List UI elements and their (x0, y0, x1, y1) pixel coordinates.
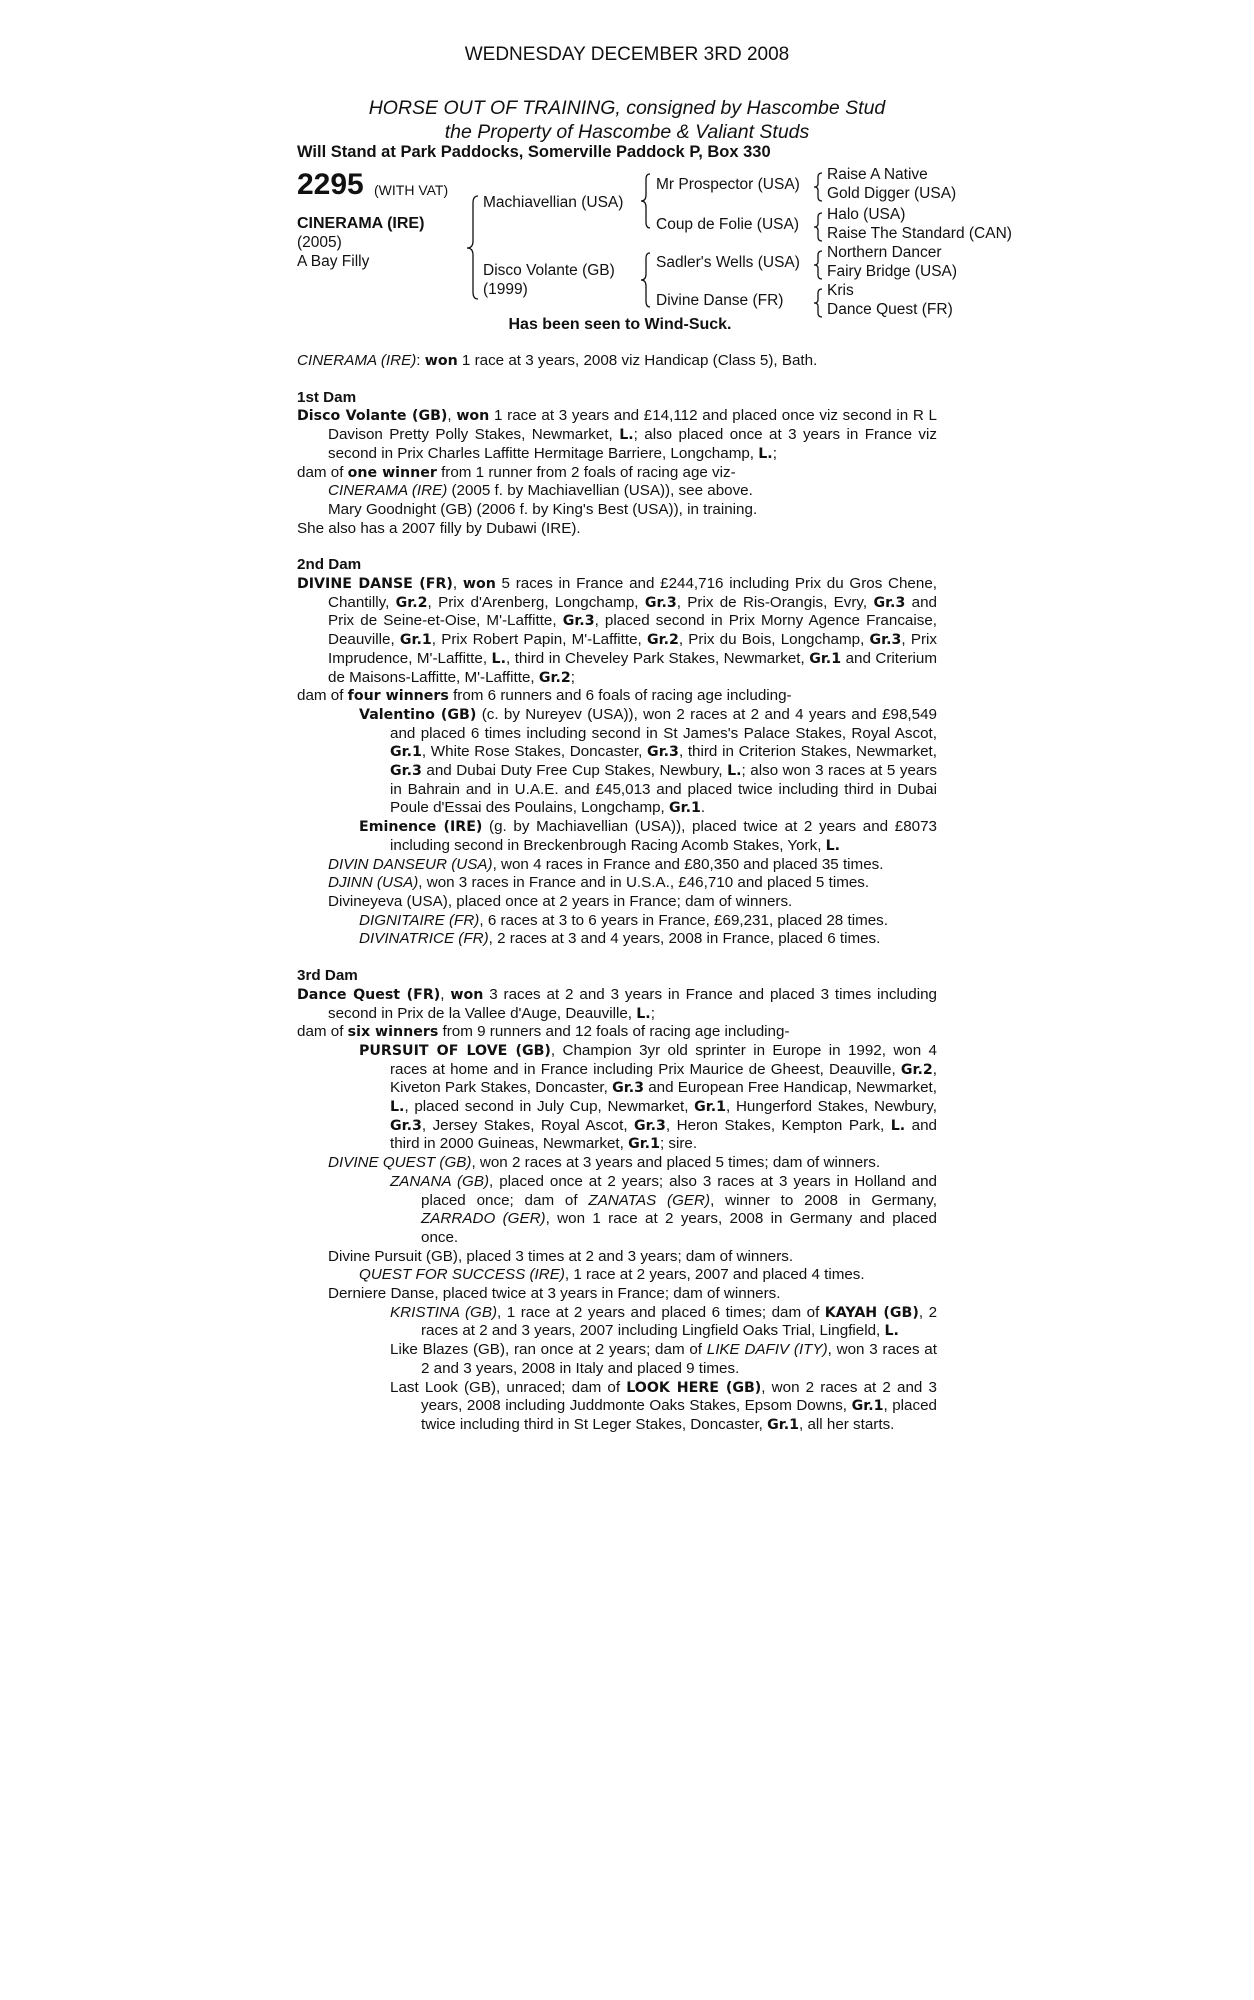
pedigree-ancestor: Raise A Native (827, 166, 928, 183)
dam-record: Dance Quest (FR), won 3 races at 2 and 3 years in France and placed 3 times including second in Prix de la Vallee d'Auge, Deauville, L.; (297, 985, 937, 1022)
pedigree-bracket (813, 250, 823, 281)
pedigree-dam-dam: Divine Danse (FR) (656, 292, 784, 309)
pedigree-ancestor: Gold Digger (USA) (827, 185, 957, 202)
produce-intro: dam of four winners from 6 runners and 6 foals of racing age including- (297, 687, 792, 705)
lot-number: 2295 (297, 168, 364, 201)
section-heading-2nd-dam: 2nd Dam (297, 556, 362, 574)
pedigree-ancestor: Halo (USA) (827, 206, 906, 223)
produce-intro: dam of one winner from 1 runner from 2 foals of racing age viz- (297, 463, 736, 481)
consignment-line-2: the Property of Hascombe & Valiant Studs (444, 121, 810, 143)
pedigree-dam-sire: Sadler's Wells (USA) (656, 254, 800, 271)
pedigree-bracket (813, 288, 823, 319)
produce-entry: Divineyeva (USA), placed once at 2 years in France; dam of winners. (328, 892, 793, 910)
produce-entry: Derniere Danse, placed twice at 3 years in France; dam of winners. (328, 1285, 781, 1303)
pedigree-sire: Machiavellian (USA) (483, 194, 624, 211)
pedigree-bracket (640, 173, 652, 229)
catalogue-body (297, 352, 937, 1435)
wind-suck-warning: Has been seen to Wind-Suck. (508, 316, 732, 333)
produce-entry: Divine Pursuit (GB), placed 3 times at 2 and 3 years; dam of winners. (328, 1247, 794, 1265)
produce-entry: DJINN (USA), won 3 races in France and in U.S.A., £46,710 and placed 5 times. (328, 874, 870, 892)
produce-entry: PURSUIT OF LOVE (GB), Champion 3yr old sprinter in Europe in 1992, won 4 races at home and in France including Prix Maurice de Gheest, Deauville, Gr.2, Kiveton Park Stakes, Doncaster, Gr.3 and European Free Handicap, Newmarket, L., placed second in July Cup, Newmarket, Gr.1, Hungerford Stakes, Newbury, Gr.3, Jersey Stakes, Royal Ascot, Gr.3, Heron Stakes, Kempton Park, L. and third in 2000 Guineas, Newmarket, Gr.1; sire. (359, 1041, 938, 1153)
produce-entry: Last Look (GB), unraced; dam of LOOK HERE (GB), won 2 races at 2 and 3 years, 2008 including Juddmonte Oaks Stakes, Epsom Downs, Gr.1, placed twice including third in St Leger Stakes, Doncaster, Gr.1, all her starts. (390, 1378, 937, 1433)
pedigree-bracket (640, 252, 652, 308)
consignment-line-1: HORSE OUT OF TRAINING, consigned by Hascombe Stud (368, 97, 886, 119)
pedigree-ancestor: Fairy Bridge (USA) (827, 263, 958, 280)
section-heading-1st-dam: 1st Dam (297, 388, 357, 406)
section-heading-3rd-dam: 3rd Dam (297, 967, 358, 985)
produce-entry: Like Blazes (GB), ran once at 2 years; dam of LIKE DAFIV (ITY), won 3 races at 2 and 3 years, 2008 in Italy and placed 9 times. (390, 1341, 937, 1377)
pedigree-bracket (813, 172, 823, 203)
horse-year: (2005) (297, 234, 342, 251)
produce-entry: ZANANA (GB), placed once at 2 years; also 3 races at 3 years in Holland and placed once; dam of ZANATAS (GER), winner to 2008 in Germany, ZARRADO (GER), won 1 race at 2 years, 2008 in Germany and placed once. (390, 1172, 937, 1246)
produce-entry: Eminence (IRE) (g. by Machiavellian (USA)), placed twice at 2 years and £8073 including second in Breckenbrough Racing Acomb Stakes, York, L. (359, 818, 937, 854)
produce-entry: CINERAMA (IRE) (2005 f. by Machiavellian (USA)), see above. (328, 482, 753, 500)
horse-name: CINERAMA (IRE) (297, 215, 425, 232)
produce-entry: DIGNITAIRE (FR), 6 races at 3 to 6 years in France, £69,231, placed 28 times. (359, 911, 888, 929)
produce-entry: QUEST FOR SUCCESS (IRE), 1 race at 2 years, 2007 and placed 4 times. (359, 1266, 865, 1284)
pedigree-bracket (466, 195, 480, 300)
pedigree-ancestor: Raise The Standard (CAN) (827, 225, 1012, 242)
pedigree-dam-year: (1999) (483, 281, 528, 298)
pedigree-ancestor: Northern Dancer (827, 244, 942, 261)
produce-entry: DIVINATRICE (FR), 2 races at 3 and 4 years, 2008 in France, placed 6 times. (359, 930, 881, 948)
produce-note: She also has a 2007 filly by Dubawi (IRE). (297, 519, 581, 537)
stand-location: Will Stand at Park Paddocks, Somerville Paddock P, Box 330 (297, 143, 771, 161)
produce-entry: Mary Goodnight (GB) (2006 f. by King's Best (USA)), in training. (328, 500, 758, 518)
pedigree-ancestor: Dance Quest (FR) (827, 301, 953, 318)
vat-note: (WITH VAT) (374, 182, 449, 198)
produce-entry: KRISTINA (GB), 1 race at 2 years and placed 6 times; dam of KAYAH (GB), 2 races at 2 and 3 years, 2007 including Lingfield Oaks Trial, Lingfield, L. (390, 1303, 938, 1340)
dam-record: DIVINE DANSE (FR), won 5 races in France and £244,716 including Prix du Gros Chene, Chantilly, Gr.2, Prix d'Arenberg, Longchamp, Gr.3, Prix de Ris-Orangis, Evry, Gr.3 and Prix de Seine-et-Oise, M'-Laffitte, Gr.3, placed second in Prix Morny Agence Francaise, Deauville, Gr.1, Prix Robert Papin, M'-Laffitte, Gr.2, Prix du Bois, Longchamp, Gr.3, Prix Imprudence, M'-Laffitte, L., third in Cheveley Park Stakes, Newmarket, Gr.1 and Criterium de Maisons-Laffitte, M'-Laffitte, Gr.2; (297, 575, 937, 686)
lot-summary: CINERAMA (IRE): won 1 race at 3 years, 2008 viz Handicap (Class 5), Bath. (297, 352, 818, 369)
produce-entry: DIVINE QUEST (GB), won 2 races at 3 years and placed 5 times; dam of winners. (328, 1154, 881, 1172)
pedigree-bracket (813, 212, 823, 243)
sale-date: WEDNESDAY DECEMBER 3RD 2008 (464, 44, 790, 65)
pedigree-ancestor: Kris (827, 282, 854, 299)
produce-intro: dam of six winners from 9 runners and 12 foals of racing age including- (297, 1023, 790, 1041)
pedigree-sire-sire: Mr Prospector (USA) (656, 176, 800, 193)
pedigree-sire-dam: Coup de Folie (USA) (656, 216, 800, 233)
produce-entry: Valentino (GB) (c. by Nureyev (USA)), won 2 races at 2 and 4 years and £98,549 and placed 6 times including second in St James's Palace Stakes, Royal Ascot, Gr.1, White Rose Stakes, Doncaster, Gr.3, third in Criterion Stakes, Newmarket, Gr.3 and Dubai Duty Free Cup Stakes, Newbury, L.; also won 3 races at 5 years in Bahrain and in U.A.E. and £45,013 and placed twice including third in Dubai Poule d'Essai des Poulains, Longchamp, Gr.1. (359, 705, 937, 817)
pedigree-dam: Disco Volante (GB) (483, 262, 615, 279)
horse-description: A Bay Filly (297, 253, 370, 270)
produce-entry: DIVIN DANSEUR (USA), won 4 races in France and £80,350 and placed 35 times. (328, 855, 884, 873)
dam-record: Disco Volante (GB), won 1 race at 3 years and £14,112 and placed once viz second in R L Davison Pretty Polly Stakes, Newmarket, L.; also placed once at 3 years in France viz second in Prix Charles Laffitte Hermitage Barriere, Longchamp, L.; (297, 407, 937, 462)
